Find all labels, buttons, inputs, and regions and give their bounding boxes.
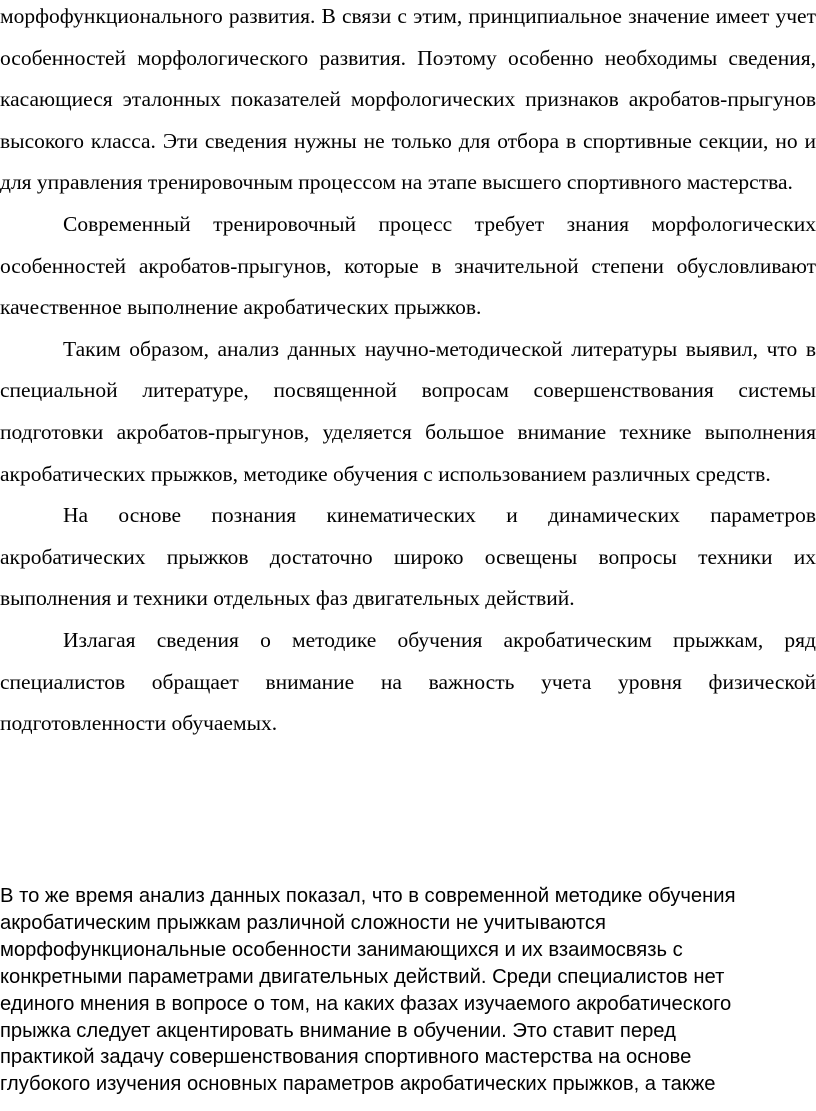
final-line-6: прыжка следует акцентировать внимание в обучении. Это ставит перед xyxy=(0,1019,676,1042)
paragraph-4: На основе познания кинематических и динамических параметров акробатических прыжков достаточно широко освещены вопросы техники их выполнения и техники отдельных фаз двигательных действий. xyxy=(0,503,816,611)
final-paragraph xyxy=(0,883,816,1098)
final-line-2: акробатическим прыжкам различной сложности не учитываются xyxy=(0,911,606,934)
paragraph-5: Излагая сведения о методике обучения акробатическим прыжкам, ряд специалистов обращает внимание на важность учета уровня физической подготовленности обучаемых. xyxy=(0,627,816,736)
final-line-1: В то же время анализ данных показал, что в современной методике обучения xyxy=(0,885,736,907)
final-line-4: конкретными параметрами двигательных действий. Среди специалистов нет xyxy=(0,965,725,988)
paragraph-3: Таким образом, анализ данных научно-методической литературы выявил, что в специальной литературе, посвященной вопросам совершенствования системы подготовки акробатов-прыгунов, уделяется большое внимание технике выполнения акробатических прыжков, методике обучения с использованием различных средств. xyxy=(0,336,816,486)
paragraph-1: морфофункционального развития. В связи с этим, принципиальное значение имеет учет особенностей морфологического развития. Поэтому особенно необходимы сведения, касающиеся эталонных показателей морфологических признаков акробатов-прыгунов высокого класса. Эти сведения нужны не только для отбора в спортивные секции, но и для управления тренировочным процессом на этапе высшего спортивного мастерства. xyxy=(0,4,816,195)
paragraph-2: Современный тренировочный процесс требует знания морфологических особенностей акробатов-прыгунов, которые в значительной степени обусловливают качественное выполнение акробатических прыжков. xyxy=(0,211,816,320)
final-line-3: морфофункциональные особенности занимающихся и их взаимосвязь с xyxy=(0,938,683,961)
final-line-5: единого мнения в вопросе о том, на каких фазах изучаемого акробатического xyxy=(0,992,732,1015)
final-line-7: практикой задачу совершенствования спортивного мастерства на основе xyxy=(0,1046,692,1069)
final-line-8: глубокого изучения основных параметров акробатических прыжков, а также xyxy=(0,1073,716,1096)
